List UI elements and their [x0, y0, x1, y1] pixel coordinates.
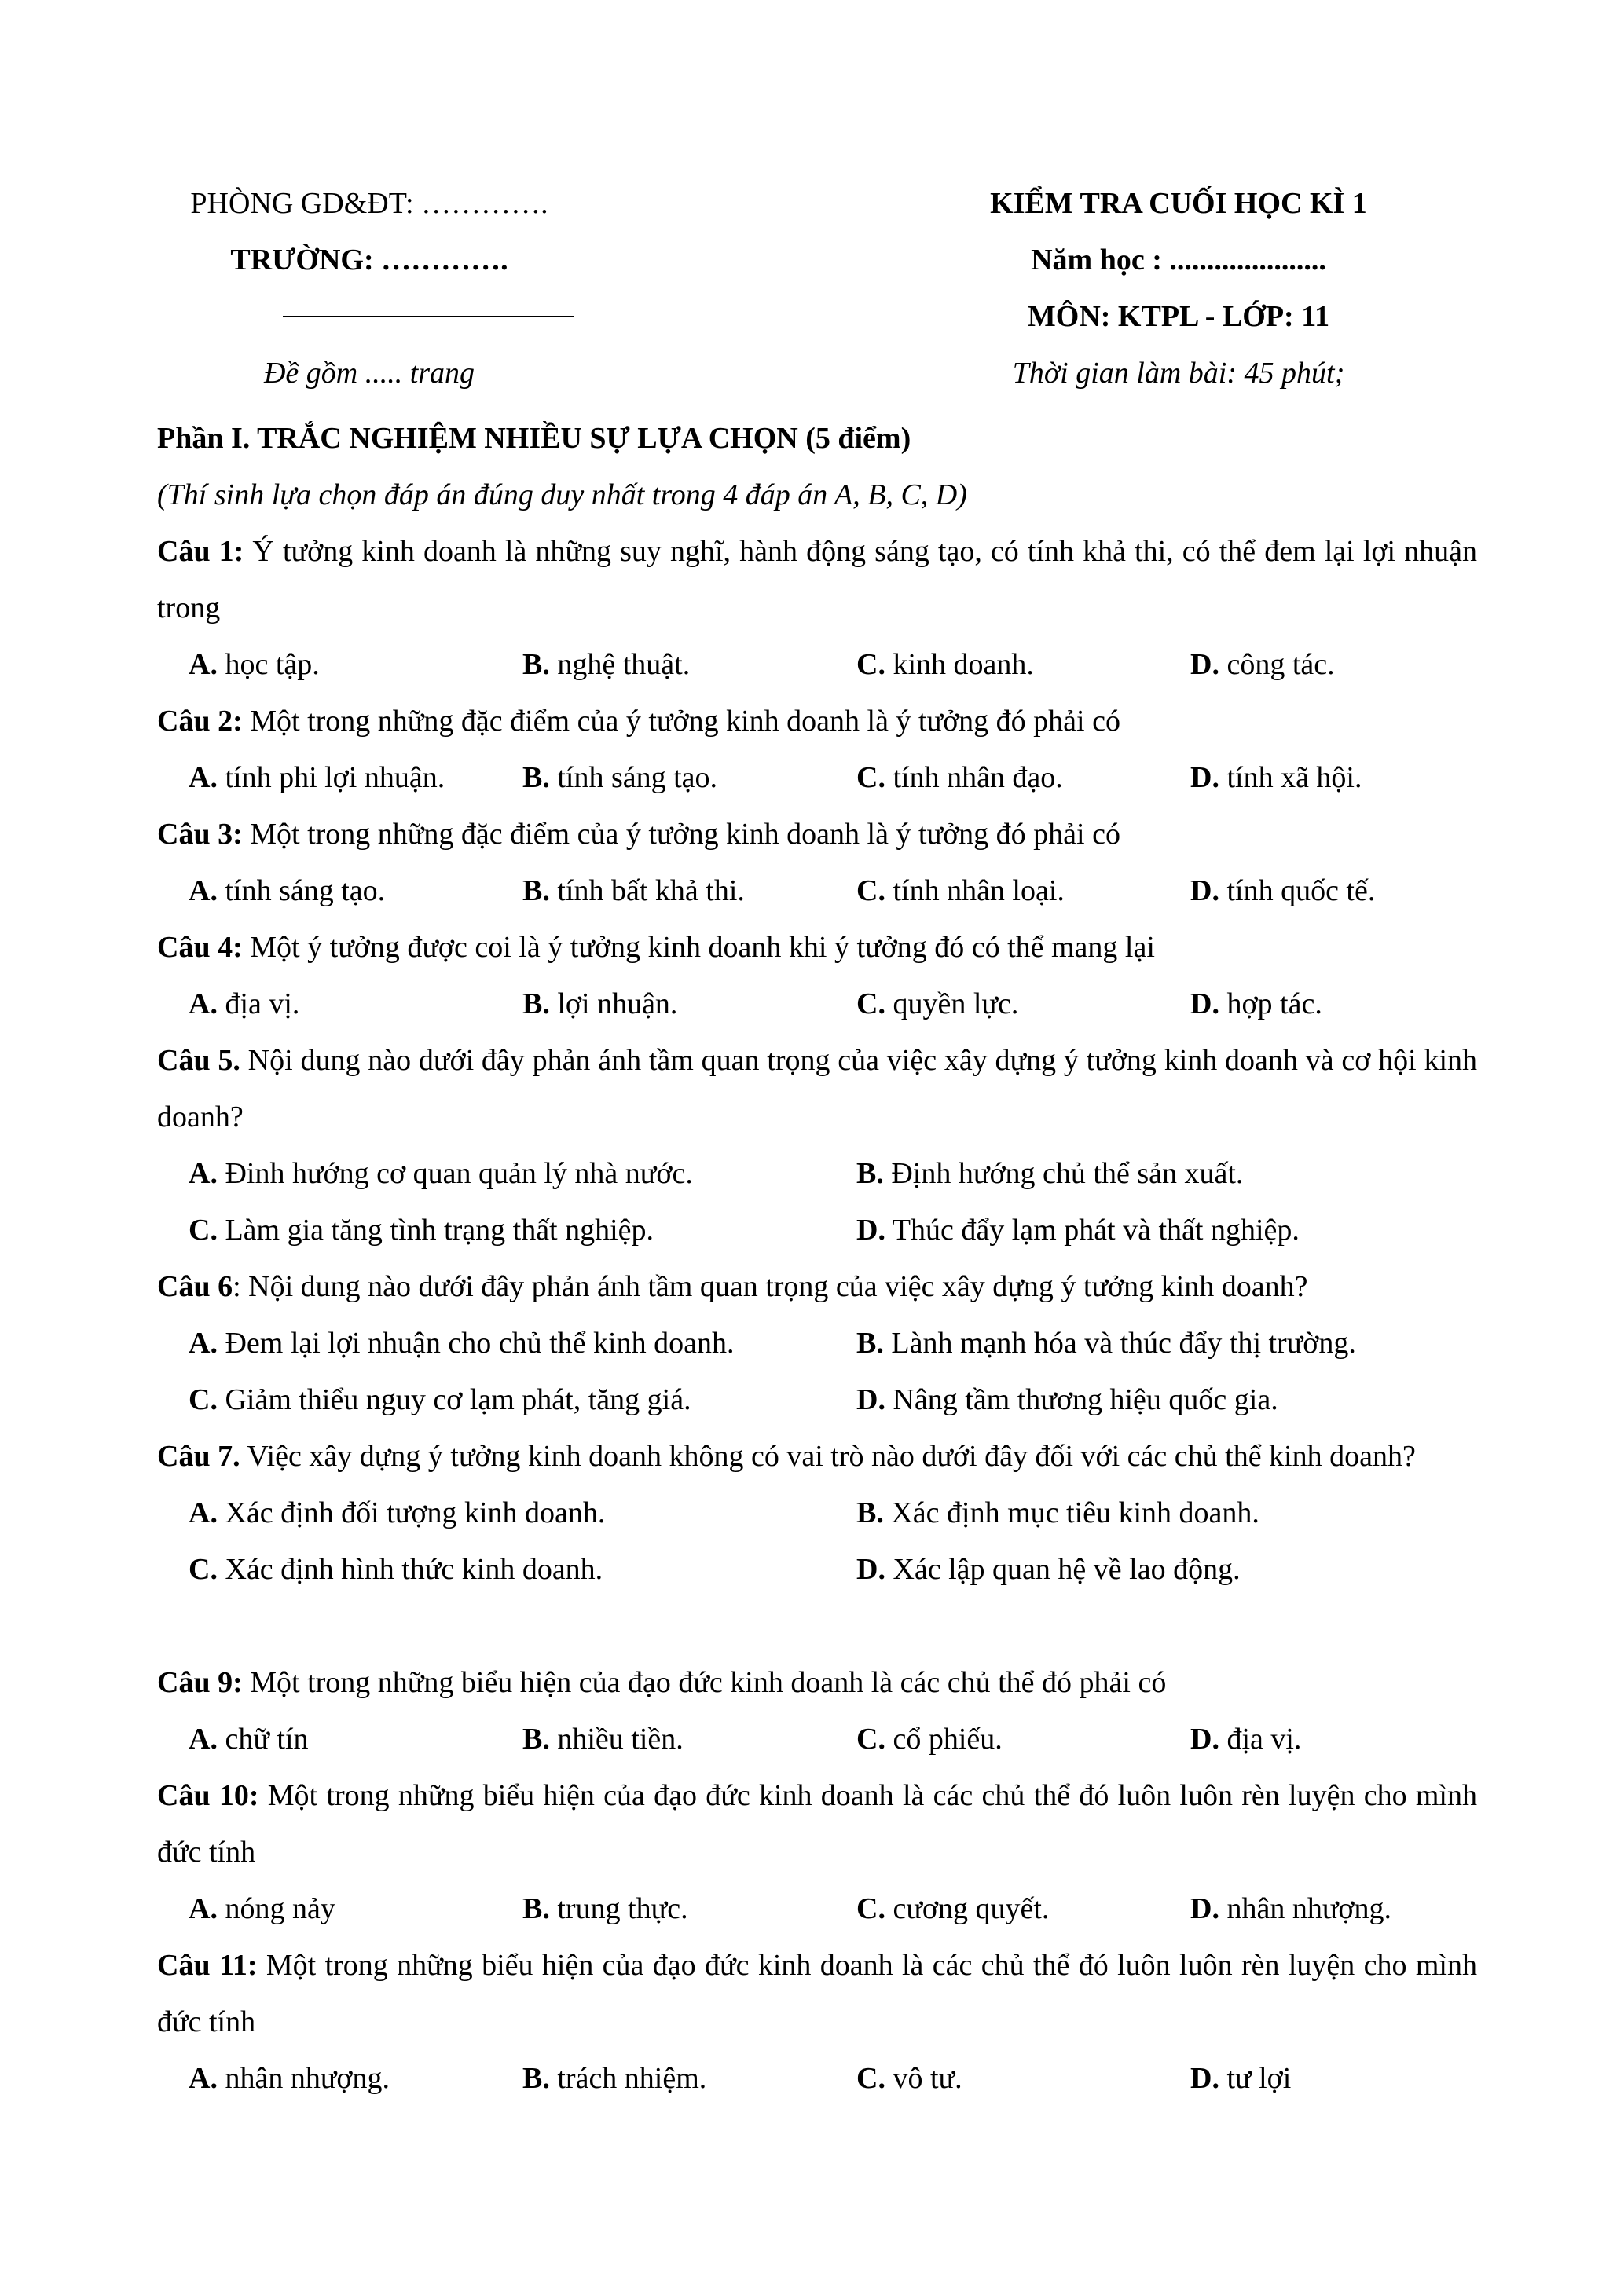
option-b[interactable]: B. nghệ thuật.	[522, 648, 691, 681]
option-a[interactable]: A. nóng nảy	[189, 1892, 335, 1925]
question-3	[157, 806, 1477, 862]
question-number: Câu 11:	[157, 1949, 258, 1982]
question-text: Một trong những biểu hiện của đạo đức kinh doanh là các chủ thể đó luôn luôn rèn luyện cho mình đức tính	[157, 1949, 1477, 2038]
option-d[interactable]: D. công tác.	[1190, 648, 1335, 681]
question-number: Câu 3:	[157, 818, 243, 851]
options-5-row-2	[157, 1202, 1477, 1258]
question-text: Việc xây dựng ý tưởng kinh doanh không có vai trò nào dưới đây đối với các chủ thể kinh doanh?	[240, 1440, 1416, 1473]
option-a[interactable]: A. chữ tín	[189, 1723, 309, 1756]
exam-title: KIỂM TRA CUỐI HỌC KÌ 1	[990, 187, 1367, 220]
pages-note: Đề gồm ..... trang	[263, 357, 475, 390]
question-5	[157, 1032, 1477, 1145]
option-c[interactable]: C. Giảm thiểu nguy cơ lạm phát, tăng giá.	[189, 1383, 691, 1416]
option-b[interactable]: B. nhiều tiền.	[522, 1723, 684, 1756]
options-3	[157, 862, 1477, 919]
option-d[interactable]: D. tính quốc tế.	[1190, 874, 1376, 907]
question-10	[157, 1767, 1477, 1880]
option-d[interactable]: D. tư lợi	[1190, 2062, 1292, 2095]
section-instruction: (Thí sinh lựa chọn đáp án đúng duy nhất trong 4 đáp án A, B, C, D)	[157, 478, 967, 511]
options-4	[157, 976, 1477, 1032]
option-a[interactable]: A. học tập.	[189, 648, 320, 681]
question-text: Một trong những biểu hiện của đạo đức kinh doanh là các chủ thể đó luôn luôn rèn luyện cho mình đức tính	[157, 1779, 1477, 1869]
option-b[interactable]: B. tính sáng tạo.	[522, 761, 718, 794]
option-b[interactable]: B. tính bất khả thi.	[522, 874, 745, 907]
question-number: Câu 9:	[157, 1666, 243, 1699]
question-6	[157, 1258, 1477, 1315]
section-title: Phần I. TRẮC NGHIỆM NHIỀU SỰ LỰA CHỌN (5 điểm)	[157, 422, 911, 455]
question-number: Câu 7.	[157, 1440, 240, 1473]
question-number: Câu 1:	[157, 535, 244, 568]
options-5-row-1	[157, 1145, 1477, 1202]
question-number: Câu 6	[157, 1270, 233, 1303]
question-text: Nội dung nào dưới đây phản ánh tầm quan trọng của việc xây dựng ý tưởng kinh doanh và cơ hội kinh doanh?	[157, 1044, 1478, 1133]
options-2	[157, 749, 1477, 806]
option-a[interactable]: A. tính sáng tạo.	[189, 874, 386, 907]
options-9	[157, 1711, 1477, 1767]
option-a[interactable]: A. Xác định đối tượng kinh doanh.	[189, 1496, 606, 1529]
option-b[interactable]: B. trách nhiệm.	[522, 2062, 707, 2095]
subject-line: MÔN: KTPL - LỚP: 11	[1027, 300, 1330, 333]
option-c[interactable]: C. Xác định hình thức kinh doanh.	[189, 1553, 603, 1586]
options-10	[157, 1880, 1477, 1937]
time-line: Thời gian làm bài: 45 phút;	[1012, 357, 1345, 390]
option-c[interactable]: C. kinh doanh.	[856, 648, 1034, 681]
option-a[interactable]: A. Đinh hướng cơ quan quản lý nhà nước.	[189, 1157, 693, 1190]
options-11	[157, 2050, 1477, 2107]
question-2	[157, 693, 1477, 749]
department-line: PHÒNG GD&ĐT: ………….	[190, 187, 548, 220]
school-line: TRƯỜNG: ………….	[230, 244, 508, 276]
option-d[interactable]: D. Thúc đẩy lạm phát và thất nghiệp.	[856, 1214, 1300, 1247]
blank-gap	[157, 1598, 1477, 1654]
option-b[interactable]: B. trung thực.	[522, 1892, 688, 1925]
question-number: Câu 2:	[157, 705, 243, 738]
option-c[interactable]: C. cương quyết.	[856, 1892, 1050, 1925]
exam-body	[157, 410, 1477, 2107]
option-c[interactable]: C. Làm gia tăng tình trạng thất nghiệp.	[189, 1214, 654, 1247]
option-a[interactable]: A. tính phi lợi nhuận.	[189, 761, 445, 794]
option-a[interactable]: A. Đem lại lợi nhuận cho chủ thể kinh doanh.	[189, 1327, 735, 1360]
question-number: Câu 5.	[157, 1044, 240, 1077]
option-c[interactable]: C. cổ phiếu.	[856, 1723, 1003, 1756]
option-b[interactable]: B. lợi nhuận.	[522, 987, 678, 1020]
question-text: : Nội dung nào dưới đây phản ánh tầm quan trọng của việc xây dựng ý tưởng kinh doanh?	[233, 1270, 1308, 1303]
option-c[interactable]: C. quyền lực.	[856, 987, 1019, 1020]
question-9	[157, 1654, 1477, 1711]
question-text: Một ý tưởng được coi là ý tưởng kinh doanh khi ý tưởng đó có thể mang lại	[242, 931, 1155, 964]
question-11	[157, 1937, 1477, 2050]
question-number: Câu 4:	[157, 931, 243, 964]
options-6-row-1	[157, 1315, 1477, 1371]
options-1	[157, 636, 1477, 693]
option-a[interactable]: A. địa vị.	[189, 987, 300, 1020]
option-b[interactable]: B. Lành mạnh hóa và thúc đẩy thị trường.	[856, 1327, 1356, 1360]
school-year: Năm học : .....................	[1031, 244, 1326, 276]
option-d[interactable]: D. nhân nhượng.	[1190, 1892, 1392, 1925]
question-text: Một trong những đặc điểm của ý tưởng kinh doanh là ý tưởng đó phải có	[242, 818, 1120, 851]
question-text: Ý tưởng kinh doanh là những suy nghĩ, hành động sáng tạo, có tính khả thi, có thể đem lại lợi nhuận trong	[157, 535, 1477, 624]
question-4	[157, 919, 1477, 976]
option-d[interactable]: D. tính xã hội.	[1190, 761, 1362, 794]
header-divider	[283, 316, 574, 317]
option-d[interactable]: D. Nâng tầm thương hiệu quốc gia.	[856, 1383, 1278, 1416]
option-b[interactable]: B. Định hướng chủ thể sản xuất.	[856, 1157, 1244, 1190]
question-1	[157, 523, 1477, 636]
question-text: Một trong những đặc điểm của ý tưởng kinh doanh là ý tưởng đó phải có	[242, 705, 1120, 738]
question-text: Một trong những biểu hiện của đạo đức kinh doanh là các chủ thể đó phải có	[242, 1666, 1167, 1699]
option-b[interactable]: B. Xác định mục tiêu kinh doanh.	[856, 1496, 1259, 1529]
option-c[interactable]: C. tính nhân đạo.	[856, 761, 1063, 794]
option-d[interactable]: D. Xác lập quan hệ về lao động.	[856, 1553, 1241, 1586]
option-a[interactable]: A. nhân nhượng.	[189, 2062, 390, 2095]
option-d[interactable]: D. địa vị.	[1190, 1723, 1302, 1756]
option-c[interactable]: C. vô tư.	[856, 2062, 962, 2095]
options-6-row-2	[157, 1371, 1477, 1428]
option-d[interactable]: D. hợp tác.	[1190, 987, 1322, 1020]
option-c[interactable]: C. tính nhân loại.	[856, 874, 1065, 907]
options-7-row-2	[157, 1541, 1477, 1598]
question-number: Câu 10:	[157, 1779, 259, 1812]
question-7	[157, 1428, 1477, 1485]
options-7-row-1	[157, 1485, 1477, 1541]
